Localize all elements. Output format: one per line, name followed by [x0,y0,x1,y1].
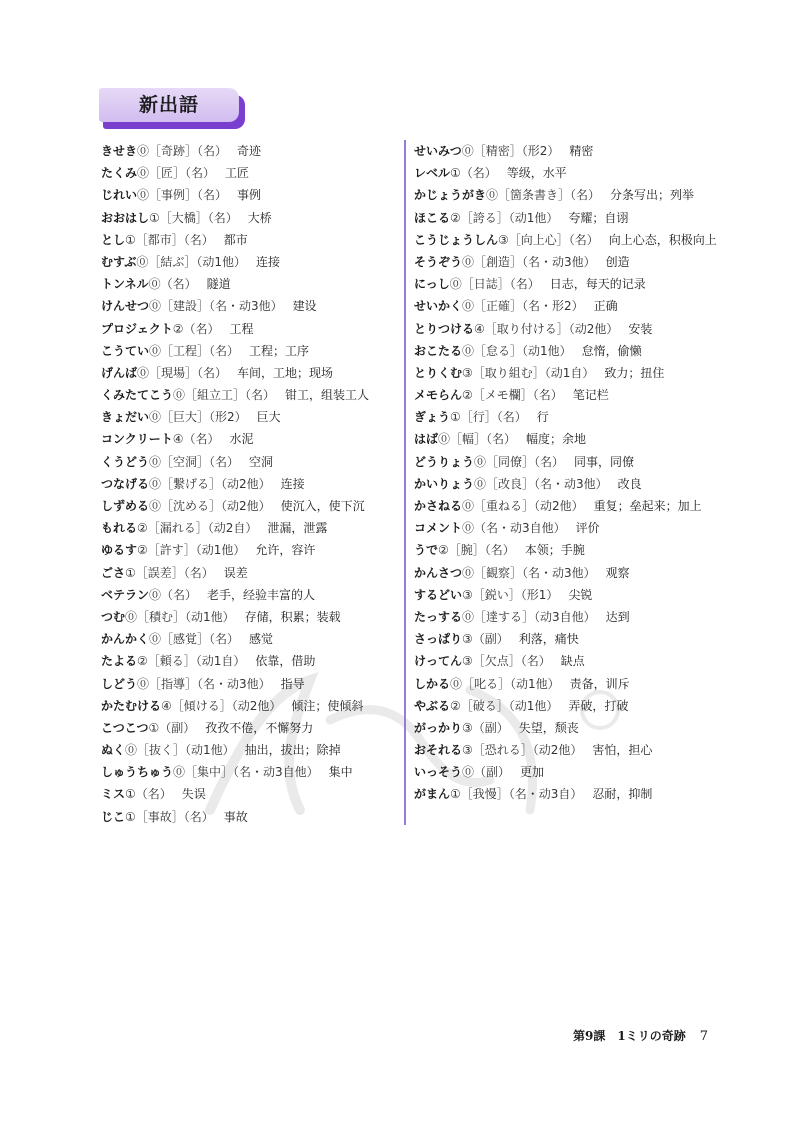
vocab-reading: しどう [101,676,138,691]
vocab-entry [414,229,724,251]
vocab-entry [414,318,724,340]
vocab-accent-kanji-pos: ①［事故］（名） [125,809,214,824]
vocab-meaning: 改良 [617,476,642,491]
vocab-accent-kanji-pos: ⓪［工程］（名） [149,343,240,358]
vocab-meaning: 责备，训斥 [569,676,630,691]
vocab-meaning: 事例 [237,188,262,203]
vocab-entry [414,140,724,162]
vocab-meaning: 创造 [605,254,630,269]
vocab-entry [414,761,724,783]
vocab-entry [101,783,411,805]
vocab-reading: おおはし [101,210,150,225]
vocab-reading: とりつける [414,321,475,336]
vocab-reading: きせき [101,144,138,158]
vocab-meaning: 利落，痛快 [518,632,579,647]
vocab-entry [414,539,724,561]
vocab-reading: つむ [101,609,126,624]
vocab-meaning: 缺点 [560,654,585,669]
vocab-reading: ほこる [414,210,451,225]
vocab-entry [101,251,411,273]
vocab-accent-kanji-pos: ⓪［幅］（名） [438,432,517,447]
column-divider [404,140,406,825]
vocab-accent-kanji-pos: ②［許す］（动1他） [137,543,246,558]
vocab-reading: さっぱり [414,632,463,647]
vocab-accent-kanji-pos: ⓪［抜く］（动1他） [125,743,235,758]
vocab-reading: こうてい [101,343,150,358]
vocab-entry [101,717,411,739]
vocab-accent-kanji-pos: ⓪［集中］（名・动3自他） [173,765,319,780]
vocab-reading: たくみ [101,166,138,181]
vocab-entry [101,806,411,828]
vocab-accent-kanji-pos: ⓪［現場］（名） [137,365,228,380]
vocab-accent-kanji-pos: ⓪［巨大］（形2） [149,410,247,425]
vocab-meaning: 等级，水平 [506,166,567,181]
vocab-accent-kanji-pos: ⓪（副） [462,765,511,780]
vocab-accent-kanji-pos: ⓪［箇条書き］（名） [486,188,601,203]
vocab-accent-kanji-pos: ①（副） [148,720,196,735]
vocab-accent-kanji-pos: ⓪［沈める］（动2他） [149,499,271,513]
vocab-entry [414,428,724,450]
vocab-accent-kanji-pos: ⓪［奇跡］（名） [137,144,228,158]
vocab-accent-kanji-pos: ⓪（名） [148,277,197,292]
vocab-reading: ミス [101,787,126,802]
vocab-entry [101,207,411,229]
vocab-reading: にっし [414,277,450,292]
vocab-accent-kanji-pos: ③［鋭い］（形1） [462,587,559,602]
vocab-meaning: 行 [536,410,549,425]
vocab-meaning: 空洞 [249,454,274,469]
vocab-entry [414,340,724,362]
vocab-reading: はば [414,432,439,447]
vocab-entry [414,650,724,672]
vocab-meaning: 集中 [328,765,353,780]
vocab-accent-kanji-pos: ③（副） [462,720,509,735]
section-title: 新出語 [138,94,199,116]
vocab-reading: たよる [101,654,138,669]
vocab-entry [414,207,724,229]
vocab-meaning: 允许，容许 [255,543,316,558]
vocab-reading: ごさ [101,565,126,580]
vocab-entry [101,406,411,428]
vocab-accent-kanji-pos: ③［取り組む］（动1自） [462,365,595,380]
vocab-meaning: 分条写出；列举 [610,188,695,203]
vocab-reading: しかる [414,676,451,691]
vocab-meaning: 水泥 [229,432,254,447]
vocab-reading: けんせつ [101,299,150,314]
vocab-reading: うで [414,543,439,558]
vocab-meaning: 老手，经验丰富的人 [207,587,316,602]
vocab-meaning: 大桥 [247,210,272,225]
vocab-entry [414,184,724,206]
vocab-meaning: 更加 [520,765,545,780]
vocab-entry [414,451,724,473]
vocab-accent-kanji-pos: ⓪［改良］（名・动3他） [474,476,608,491]
vocab-reading: せいかく [414,299,463,314]
vocab-accent-kanji-pos: ⓪［精密］（形2） [461,144,560,158]
vocab-meaning: 弄破，打破 [568,698,629,713]
vocab-reading: ぎょう [414,410,451,425]
vocab-entry [414,162,724,184]
vocab-reading: くみたてこう [101,388,174,403]
vocab-entry [101,650,411,672]
vocab-reading: するどい [414,587,463,602]
vocab-entry [101,340,411,362]
vocab-accent-kanji-pos: ⓪［匠］（名） [137,166,216,181]
vocab-accent-kanji-pos: ⓪［創造］（名・动3他） [462,254,596,269]
vocab-entry [101,140,411,162]
vocab-meaning: 事故 [223,809,248,824]
vocab-meaning: 重复；垒起来；加上 [593,499,702,513]
vocab-meaning: 忍耐，抑制 [592,787,653,802]
vocab-entry [414,606,724,628]
vocab-meaning: 评价 [575,521,600,536]
vocab-reading: レベル [414,166,451,181]
vocab-entry [101,229,411,251]
vocab-accent-kanji-pos: ②［誇る］（动1他） [450,210,559,225]
vocab-meaning: 抽出，拔出；除掉 [244,743,341,758]
vocab-reading: くうどう [101,454,150,469]
vocab-accent-kanji-pos: ①（名） [125,787,172,802]
vocab-accent-kanji-pos: ⓪［事例］（名） [137,188,228,203]
vocab-entry [414,273,724,295]
vocab-accent-kanji-pos: ⓪（名・动3自他） [462,521,566,536]
vocab-entry [101,362,411,384]
vocab-meaning: 建设 [292,299,317,314]
vocab-entry [101,473,411,495]
vocab-accent-kanji-pos: ⓪［建設］（名・动3他） [149,299,283,314]
vocab-reading: けってん [414,654,463,669]
vocab-accent-kanji-pos: ④（名） [172,432,220,447]
vocab-accent-kanji-pos: ⓪［怠る］（动1他） [462,343,572,358]
vocab-reading: やぶる [414,698,451,713]
vocab-accent-kanji-pos: ⓪［正確］（名・形2） [462,299,584,314]
vocab-entry [414,517,724,539]
vocab-meaning: 本领；手腕 [524,543,585,558]
vocab-meaning: 工匠 [225,166,250,181]
vocab-accent-kanji-pos: ④［取り付ける］（动2他） [474,321,619,336]
vocab-entry [101,318,411,340]
vocab-entry [414,473,724,495]
vocab-entry [101,273,411,295]
vocab-entry [101,428,411,450]
vocab-accent-kanji-pos: ④［傾ける］（动2他） [161,698,282,713]
vocab-meaning: 连接 [280,476,305,491]
vocab-reading: コンクリート [101,432,173,447]
section-heading-badge [99,88,247,130]
vocab-entry [101,628,411,650]
vocab-entry [101,295,411,317]
vocab-entry [414,783,724,805]
vocab-reading: トンネル [101,277,149,292]
vocab-accent-kanji-pos: ⓪［観察］（名・动3他） [462,565,596,580]
vocab-accent-kanji-pos: ⓪（名） [149,587,198,602]
vocab-reading: そうぞう [414,254,463,269]
vocab-reading: コメント [414,521,463,536]
vocab-meaning: 笔记栏 [572,388,609,403]
vocab-meaning: 连接 [256,254,281,269]
vocab-accent-kanji-pos: ①［誤差］（名） [125,565,214,580]
vocab-reading: メモらん [414,388,463,403]
vocab-entry [414,406,724,428]
vocab-entry [101,695,411,717]
page-number: 7 [699,1029,708,1044]
vocab-accent-kanji-pos: ③［恐れる］（动2他） [462,743,583,758]
vocab-reading: プロジェクト [101,321,173,336]
vocab-entry [414,495,724,517]
vocab-reading: がまん [414,787,451,802]
vocab-accent-kanji-pos: ②（名） [172,321,220,336]
vocab-meaning: 工程；工序 [249,343,310,358]
vocab-entry [414,251,724,273]
vocab-reading: もれる [101,521,138,536]
vocab-meaning: 依靠，借助 [255,654,316,669]
vocab-entry [101,539,411,561]
vocab-entry [101,384,411,406]
vocab-meaning: 误差 [223,565,248,580]
vocab-meaning: 安装 [628,321,653,336]
vocab-entry [414,739,724,761]
vocab-entry [101,162,411,184]
vocab-accent-kanji-pos: ⓪［結ぶ］（动1他） [136,254,247,269]
vocab-meaning: 工程 [229,321,254,336]
vocab-accent-kanji-pos: ⓪［日誌］（名） [449,277,540,292]
vocab-accent-kanji-pos: ②［漏れる］（动2自） [137,521,258,536]
vocab-meaning: 使沉入，使下沉 [280,499,365,513]
vocab-entry [101,562,411,584]
vocab-meaning: 孜孜不倦，不懈努力 [205,720,314,735]
vocab-reading: きょだい [101,410,150,425]
vocab-reading: むすぶ [101,254,137,269]
vocab-meaning: 车间，工地；现场 [237,365,334,380]
vocab-accent-kanji-pos: ⓪［積む］（动1他） [125,609,235,624]
vocab-entry [414,717,724,739]
vocab-meaning: 奇迹 [237,144,262,158]
vocab-reading: かじょうがき [414,188,487,203]
vocab-meaning: 同事，同僚 [574,454,635,469]
vocab-reading: じこ [101,809,126,824]
vocab-accent-kanji-pos: ①［行］（名） [450,410,527,425]
vocab-entry [414,384,724,406]
vocab-accent-kanji-pos: ③［欠点］（名） [462,654,551,669]
vocab-accent-kanji-pos: ⓪［叱る］（动1他） [450,676,560,691]
vocab-reading: こつこつ [101,720,149,735]
right-vocabulary-column [414,140,724,806]
vocab-entry [414,362,724,384]
vocab-accent-kanji-pos: ②［頼る］（动1自） [137,654,246,669]
vocab-accent-kanji-pos: ⓪［同僚］（名） [474,454,565,469]
vocab-meaning: 幅度；余地 [526,432,587,447]
page-footer [573,1027,708,1044]
left-vocabulary-column [101,140,411,828]
vocab-meaning: 害怕，担心 [592,743,653,758]
vocab-entry [414,584,724,606]
vocab-reading: おこたる [414,343,463,358]
vocab-entry [101,606,411,628]
vocab-accent-kanji-pos: ⓪［空洞］（名） [149,454,240,469]
vocab-reading: かんかく [101,632,150,647]
vocab-reading: じれい [101,188,138,203]
vocab-reading: しゅうちゅう [101,765,174,780]
vocab-meaning: 存储，积累；装载 [244,609,341,624]
vocab-accent-kanji-pos: ⓪［達する］（动3自他） [462,609,596,624]
vocab-entry [101,451,411,473]
vocab-reading: こうじょうしん [414,232,499,247]
vocab-meaning: 泄漏，泄露 [267,521,328,536]
vocab-reading: せいみつ [414,144,462,158]
vocab-entry [101,517,411,539]
vocab-meaning: 致力；扭住 [604,365,665,380]
vocab-entry [414,628,724,650]
vocab-reading: げんば [101,365,138,380]
vocab-reading: ベテラン [101,587,150,602]
vocab-entry [101,739,411,761]
vocab-meaning: 失误 [181,787,206,802]
vocab-meaning: 都市 [223,232,248,247]
vocab-entry [101,761,411,783]
vocab-meaning: 怠惰，偷懒 [581,343,642,358]
vocab-meaning: 失望，颓丧 [518,720,579,735]
vocab-meaning: 精密 [569,144,594,158]
vocab-reading: ぬく [101,743,126,758]
vocab-reading: かたむける [101,698,162,713]
vocab-accent-kanji-pos: ⓪［感覚］（名） [149,632,240,647]
vocab-meaning: 倾注；使倾斜 [291,698,364,713]
vocab-reading: かさねる [414,499,463,513]
vocab-reading: いっそう [414,765,463,780]
vocab-entry [414,695,724,717]
vocab-accent-kanji-pos: ①（名） [450,166,497,181]
vocab-reading: かいりょう [414,476,475,491]
vocab-meaning: 隧道 [206,277,231,292]
vocab-accent-kanji-pos: ②［腕］（名） [438,543,515,558]
vocab-accent-kanji-pos: ②［破る］（动1他） [450,698,559,713]
vocab-accent-kanji-pos: ②［メモ欄］（名） [462,388,563,403]
vocab-accent-kanji-pos: ①［都市］（名） [125,232,214,247]
vocab-reading: ゆるす [101,543,138,558]
vocab-meaning: 日志，每天的记录 [549,277,646,292]
vocab-meaning: 尖锐 [568,587,593,602]
vocab-entry [101,495,411,517]
vocab-accent-kanji-pos: ⓪［指導］（名・动3他） [137,676,271,691]
vocab-reading: とりくむ [414,365,463,380]
vocab-accent-kanji-pos: ③（副） [462,632,509,647]
vocab-meaning: 钳工，组装工人 [285,388,370,403]
vocab-meaning: 观察 [605,565,630,580]
vocab-accent-kanji-pos: ①［大橋］（名） [149,210,238,225]
vocab-reading: しずめる [101,499,150,513]
vocab-reading: つなげる [101,476,150,491]
vocab-entry [414,562,724,584]
vocab-accent-kanji-pos: ①［我慢］（名・动3自） [450,787,583,802]
vocab-meaning: 巨大 [256,410,281,425]
vocab-accent-kanji-pos: ⓪［重ねる］（动2他） [462,499,584,513]
vocab-reading: おそれる [414,743,463,758]
vocab-entry [414,295,724,317]
vocab-reading: がっかり [414,720,463,735]
vocab-accent-kanji-pos: ③［向上心］（名） [498,232,599,247]
vocab-meaning: 指导 [280,676,305,691]
vocab-accent-kanji-pos: ⓪［組立工］（名） [173,388,276,403]
lesson-title: 第9課 1ミリの奇跡 [573,1029,686,1043]
vocab-entry [101,184,411,206]
vocab-entry [101,673,411,695]
vocab-meaning: 正确 [593,299,618,314]
vocab-meaning: 向上心态，积极向上 [608,232,717,247]
vocab-reading: かんさつ [414,565,463,580]
vocab-entry [414,673,724,695]
vocab-meaning: 夸耀；自诩 [568,210,629,225]
vocab-reading: どうりょう [414,454,475,469]
vocab-meaning: 达到 [605,609,630,624]
vocab-accent-kanji-pos: ⓪［繋げる］（动2他） [149,476,271,491]
vocab-reading: たっする [414,609,463,624]
vocab-entry [101,584,411,606]
vocab-reading: とし [101,232,126,247]
vocab-meaning: 感觉 [249,632,274,647]
